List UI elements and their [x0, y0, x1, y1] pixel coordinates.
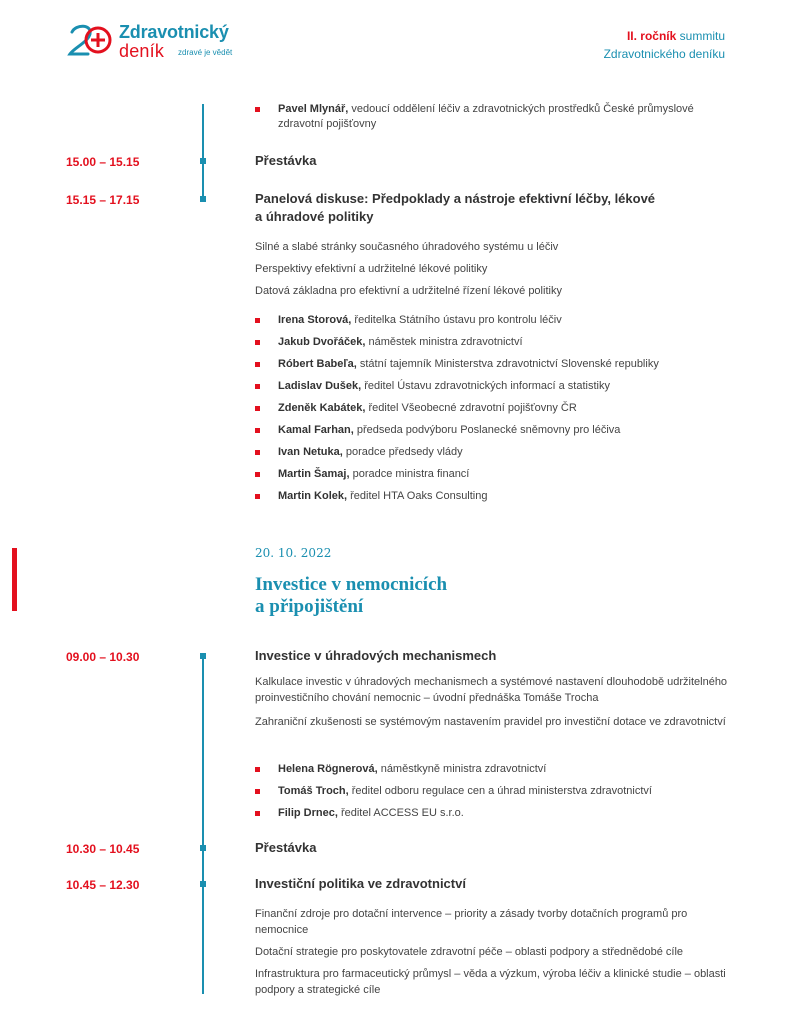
- session-topic: Infrastruktura pro farmaceutický průmysl – věda a výzkum, výroba léčiv a klinické studie – oblasti podpory a strategické cíle: [255, 968, 726, 996]
- speaker-item: [255, 784, 735, 806]
- timeline-dot: [200, 653, 206, 659]
- speaker-role: ředitel Všeobecné zdravotní pojišťovny ČR: [365, 402, 577, 414]
- speaker-item: [255, 313, 735, 335]
- speaker-list: [255, 762, 735, 828]
- speaker-name: Tomáš Troch,: [278, 785, 349, 797]
- bullet-icon: [255, 318, 260, 323]
- session-topic: Perspektivy efektivní a udržitelné lékové politiky: [255, 263, 488, 275]
- session-title: [255, 190, 655, 226]
- speaker-role: poradce předsedy vlády: [342, 446, 463, 458]
- summit-edition: II. ročník: [626, 29, 677, 43]
- timeline-dot: [200, 158, 206, 164]
- bullet-icon: [255, 767, 260, 772]
- speaker-item: [255, 335, 735, 357]
- speaker-name: Filip Drnec,: [278, 807, 338, 819]
- bullet-icon: [255, 811, 260, 816]
- session-topic: Datová základna pro efektivní a udržitelné řízení lékové politiky: [255, 285, 562, 297]
- session-time: 15.15 – 17.15: [66, 193, 140, 207]
- bullet-icon: [255, 406, 260, 411]
- session-time: 10.30 – 10.45: [66, 842, 140, 856]
- speaker-role: náměstkyně ministra zdravotnictví: [377, 763, 547, 775]
- day-heading-line: a připojištění: [255, 596, 364, 617]
- speaker-name: Irena Storová,: [278, 314, 352, 326]
- session-topic: Zahraniční zkušenosti se systémovým nastavením pravidel pro investiční dotace ve zdravotnictví: [255, 716, 726, 728]
- speaker-name: Jakub Dvořáček,: [278, 336, 366, 348]
- session-topic: Silné a slabé stránky současného úhradového systému u léčiv: [255, 241, 559, 253]
- speaker-role: ředitel ACCESS EU s.r.o.: [337, 807, 464, 819]
- session-title: Přestávka: [255, 153, 317, 168]
- speaker-role: náměstek ministra zdravotnictví: [365, 336, 523, 348]
- bullet-icon: [255, 472, 260, 477]
- logo-title: Zdravotnický: [119, 22, 229, 42]
- bullet-icon: [255, 362, 260, 367]
- speaker-item: [255, 379, 735, 401]
- speaker-name: Helena Rögnerová,: [278, 763, 378, 775]
- logo-icon: [66, 22, 114, 58]
- speaker-item: [255, 423, 735, 445]
- summit-label: [604, 27, 725, 63]
- speaker-role: ředitel Ústavu zdravotnických informací a statistiky: [361, 380, 610, 392]
- session-topic: Kalkulace investic v úhradových mechanismech a systémové nastavení dlouhodobě udržitelného proinvestičního chování nemocnic – úvodní přednáška Tomáše Trocha: [255, 676, 728, 704]
- speaker-name: Róbert Babeľa,: [278, 358, 357, 370]
- timeline-line-day1: [202, 104, 204, 202]
- session-topic: Finanční zdroje pro dotační intervence – priority a zásady tvorby dotačních programů pro nemocnice: [255, 908, 688, 936]
- session-time: 15.00 – 15.15: [66, 155, 140, 169]
- day-date: 20. 10. 2022: [255, 546, 332, 560]
- speaker-item: [255, 467, 735, 489]
- speaker-name: Ladislav Dušek,: [278, 380, 362, 392]
- summit-word: summitu: [676, 29, 725, 43]
- speaker-role: státní tajemník Ministerstva zdravotnictví Slovenské republiky: [356, 358, 659, 370]
- speaker-item: [255, 489, 735, 511]
- speaker-item: [255, 445, 735, 467]
- speaker-name: Martin Kolek,: [278, 490, 348, 502]
- speaker-name: Pavel Mlynář,: [278, 103, 349, 115]
- logo-subtitle: deník: [119, 41, 165, 61]
- session-time: 10.45 – 12.30: [66, 878, 140, 892]
- bullet-icon: [255, 494, 260, 499]
- logo-tagline: zdravé je vědět: [178, 48, 233, 57]
- session-title: Investice v úhradových mechanismech: [255, 648, 497, 663]
- timeline-dot: [200, 881, 206, 887]
- speaker-list: [255, 313, 735, 511]
- session-time: 09.00 – 10.30: [66, 650, 140, 664]
- speaker-role: vedoucí oddělení léčiv a zdravotnických prostředků České průmyslové zdravotní pojišťovny: [278, 103, 694, 130]
- bullet-icon: [255, 428, 260, 433]
- bullet-icon: [255, 789, 260, 794]
- timeline-dot: [200, 845, 206, 851]
- speaker-name: Ivan Netuka,: [278, 446, 343, 458]
- speaker-item: [255, 762, 735, 784]
- day-heading-line: Investice v nemocnicích: [255, 574, 448, 595]
- speaker-item: [255, 401, 735, 423]
- bullet-icon: [255, 384, 260, 389]
- day-heading: [255, 574, 447, 618]
- session-title: Přestávka: [255, 840, 317, 855]
- speaker-name: Martin Šamaj,: [278, 468, 350, 480]
- summit-name: Zdravotnického deníku: [603, 47, 725, 61]
- logo: [66, 20, 266, 62]
- speaker-item: [255, 357, 735, 379]
- session-title-line: Panelová diskuse: Předpoklady a nástroje efektivní léčby, lékové: [255, 191, 656, 206]
- session-title: Investiční politika ve zdravotnictví: [255, 876, 466, 891]
- session-title-line: a úhradové politiky: [255, 209, 374, 224]
- speaker-role: ředitel HTA Oaks Consulting: [347, 490, 488, 502]
- bullet-icon: [255, 450, 260, 455]
- speaker-role: ředitelka Státního ústavu pro kontrolu léčiv: [351, 314, 562, 326]
- speaker-list-continued: [255, 102, 735, 136]
- bullet-icon: [255, 340, 260, 345]
- bullet-icon: [255, 107, 260, 112]
- timeline-dot: [200, 196, 206, 202]
- speaker-role: předseda podvýboru Poslanecké sněmovny pro léčiva: [353, 424, 621, 436]
- speaker-role: ředitel odboru regulace cen a úhrad ministerstva zdravotnictví: [348, 785, 652, 797]
- speaker-name: Zdeněk Kabátek,: [278, 402, 366, 414]
- session-topic: Dotační strategie pro poskytovatele zdravotní péče – oblasti podpory a střednědobé cíle: [255, 946, 684, 958]
- timeline-line-day2: [202, 654, 204, 994]
- speaker-item: [255, 806, 735, 828]
- section-marker: [12, 548, 17, 611]
- speaker-role: poradce ministra financí: [349, 468, 470, 480]
- speaker-name: Kamal Farhan,: [278, 424, 354, 436]
- speaker-item: [255, 102, 735, 136]
